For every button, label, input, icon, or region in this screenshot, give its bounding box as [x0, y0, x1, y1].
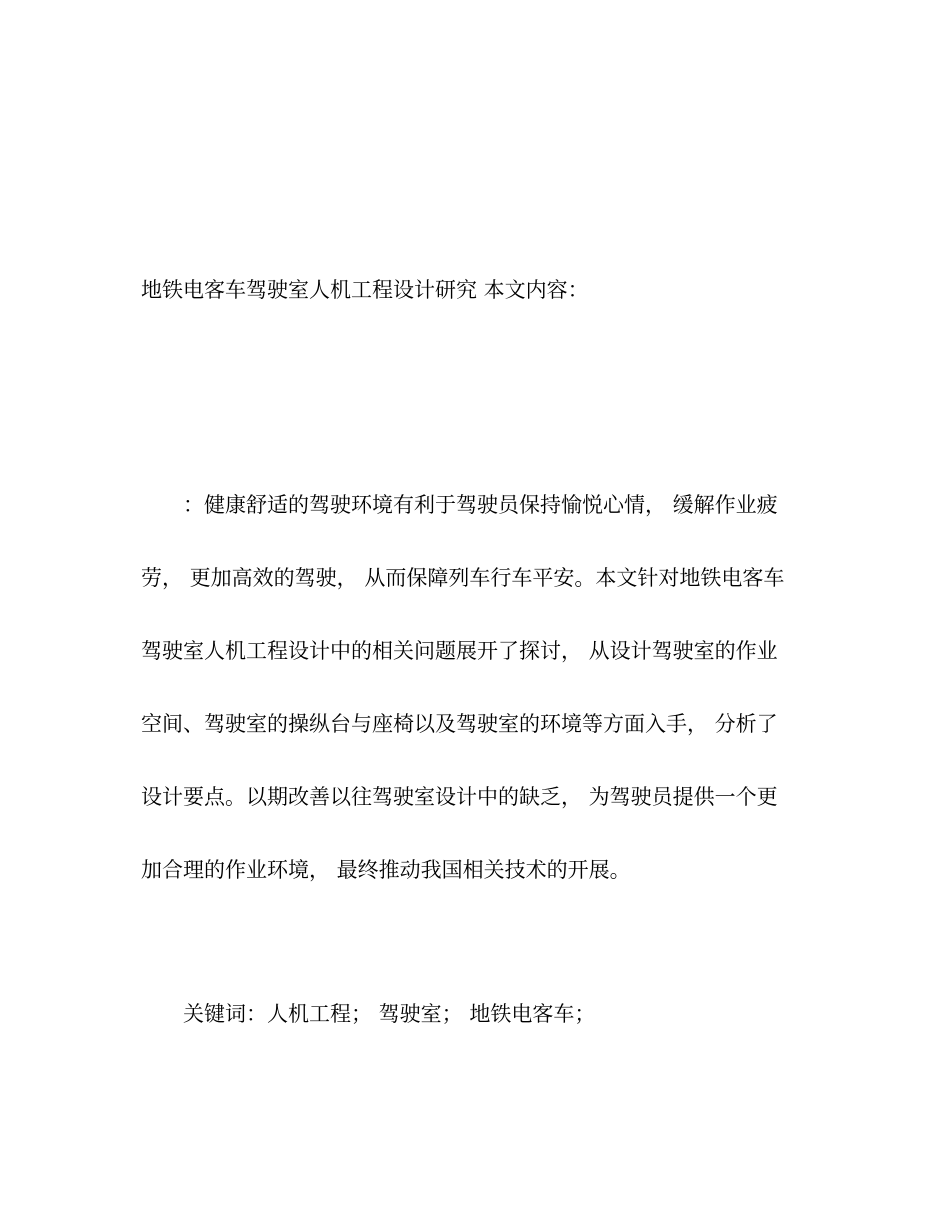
keywords-line: 关键词：人机工程； 驾驶室； 地铁电客车；	[183, 1002, 596, 1026]
abstract-line: 加合理的作业环境， 最终推动我国相关技术的开展。	[141, 858, 631, 882]
abstract-line: 设计要点。以期改善以往驾驶室设计中的缺乏， 为驾驶员提供一个更	[141, 785, 778, 809]
abstract-line: ：健康舒适的驾驶环境有利于驾驶员保持愉悦心情， 缓解作业疲	[183, 493, 778, 517]
abstract-paragraph	[141, 490, 811, 928]
abstract-line: 驾驶室人机工程设计中的相关问题展开了探讨， 从设计驾驶室的作业	[141, 639, 778, 663]
abstract-line: 劳， 更加高效的驾驶， 从而保障列车行车平安。本文针对地铁电客车	[141, 566, 785, 590]
abstract-line: 空间、驾驶室的操纵台与座椅以及驾驶室的环境等方面入手， 分析了	[141, 712, 778, 736]
document-title: 地铁电客车驾驶室人机工程设计研究 本文内容：	[141, 278, 589, 302]
